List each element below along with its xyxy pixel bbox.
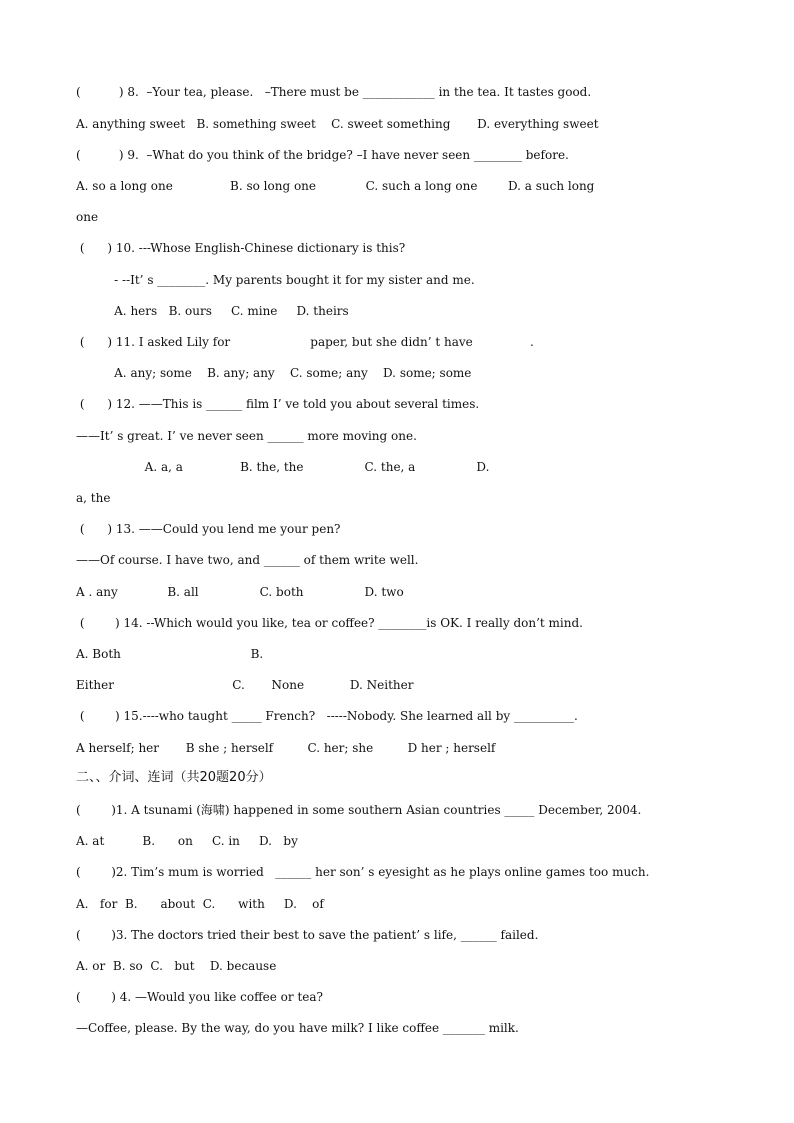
s2-q4-stem: ( ) 4. —Would you like coffee or tea? (76, 990, 323, 1004)
q11-stem: ( ) 11. I asked Lily for paper, but she didn’ t have . (76, 335, 534, 349)
q15-stem: ( ) 15.----who taught _____ French? -----Nobody. She learned all by __________. (76, 709, 578, 723)
q12-options: A. a, a B. the, the C. the, a D. (76, 460, 490, 474)
q14-options-1: A. Both B. (76, 647, 264, 661)
q12-reply: ——It’ s great. I’ ve never seen ______ more moving one. (76, 429, 417, 443)
q10-options: A. hers B. ours C. mine D. theirs (76, 304, 349, 318)
s2-q3-options: A. or B. so C. but D. because (76, 959, 277, 973)
q12-options-wrap: a, the (76, 491, 111, 505)
q13-reply: ——Of course. I have two, and ______ of them write well. (76, 553, 419, 567)
q15-options: A herself; her B she ; herself C. her; she D her ; herself (76, 741, 496, 755)
q14-stem: ( ) 14. --Which would you like, tea or coffee? ________is OK. I really don’t mind. (76, 616, 583, 630)
q9-options-wrap: one (76, 210, 99, 224)
q9-stem: ( ) 9. –What do you think of the bridge? –I have never seen ________ before. (76, 148, 569, 162)
s2-q2-stem: ( )2. Tim’s mum is worried ______ her son’ s eyesight as he plays online games too much. (76, 865, 650, 879)
q9-options: A. so a long one B. so long one C. such a long one D. a such long (76, 179, 595, 193)
q13-options: A . any B. all C. both D. two (76, 585, 404, 599)
section-2-heading: 二、、介词、连词（共20题20分） (76, 770, 272, 785)
q8-options: A. anything sweet B. something sweet C. sweet something D. everything sweet (76, 117, 599, 131)
s2-q2-options: A. for B. about C. with D. of (76, 897, 324, 911)
q10-stem: ( ) 10. ---Whose English-Chinese dictionary is this? (76, 241, 406, 255)
q14-options-2: Either C. None D. Neither (76, 678, 414, 692)
q11-options: A. any; some B. any; any C. some; any D. some; some (76, 366, 472, 380)
q13-stem: ( ) 13. ——Could you lend me your pen? (76, 522, 341, 536)
s2-q1-options: A. at B. on C. in D. by (76, 834, 298, 848)
s2-q1-stem: ( )1. A tsunami (海啸) happened in some southern Asian countries _____ December, 2004. (76, 803, 642, 817)
s2-q4-reply: —Coffee, please. By the way, do you have milk? I like coffee _______ milk. (76, 1021, 519, 1035)
q8-stem: ( ) 8. –Your tea, please. –There must be ____________ in the tea. It tastes good. (76, 85, 592, 99)
s2-q3-stem: ( )3. The doctors tried their best to save the patient’ s life, ______ failed. (76, 928, 539, 942)
q12-stem: ( ) 12. ——This is ______ film I’ ve told you about several times. (76, 397, 480, 411)
q10-reply: - --It’ s ________. My parents bought it for my sister and me. (76, 273, 475, 287)
